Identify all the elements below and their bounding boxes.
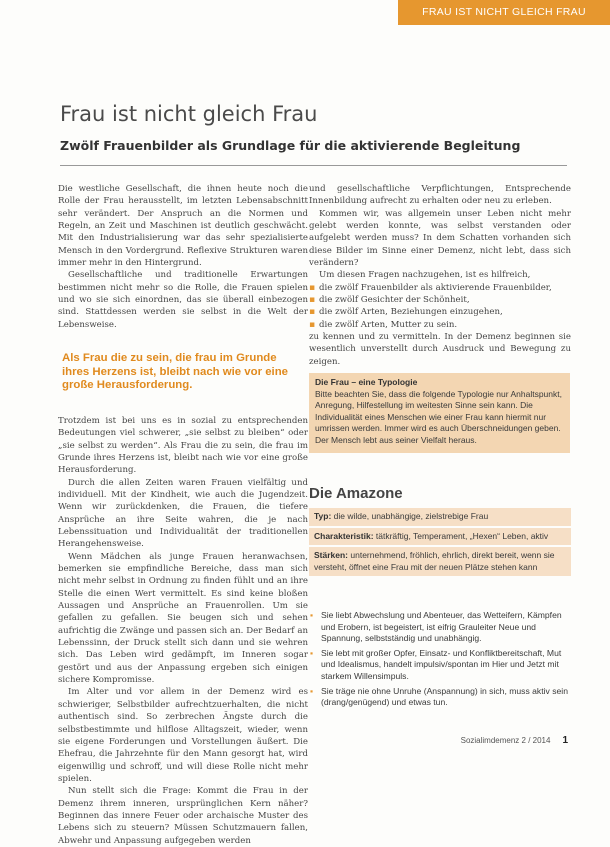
list-item: ▪ Sie träge nie ohne Unruhe (Anspannung) in sich, muss aktiv sein (drang/genügend) und etwas tun. bbox=[309, 686, 571, 709]
list-item: ▪ die zwölf Frauenbilder als aktivierende Frauenbilder, bbox=[309, 282, 571, 294]
paragraph: Kommen wir, was allgemein unser Leben nicht mehr gelebt werden konnte, was selbst verstanden oder aufgelebt werden muss? In dem Schatten vorhanden sich diese Bilder im Sinne einer Demenz, nicht lebt, dass sich verändern? bbox=[309, 208, 571, 269]
framework-list bbox=[309, 282, 571, 331]
paragraph: Nun stellt sich die Frage: Kommt die Frau in der Demenz ihrem inneren, ursprünglichen Kern näher? Beginnen das innere Feuer oder archaische Muster des Lebens sich zu steuern? Müssen Schutzmauern fallen, Abwehr und Anpassung aufgegeben werden bbox=[58, 786, 308, 846]
title-divider bbox=[60, 165, 567, 166]
list-item: ▪ Sie liebt Abwechslung und Abenteuer, das Wetteifern, Kämpfen und Erobern, ist begeistert, ist eifrig Grauleiter Neue und Spannung, selbstständig und unabhängig. bbox=[309, 610, 571, 645]
list-item: ▪ die zwölf Gesichter der Schönheit, bbox=[309, 294, 571, 306]
list-item: ▪ die zwölf Arten, Beziehungen einzugehen, bbox=[309, 306, 571, 318]
paragraph: Gesellschaftliche und traditionelle Erwartungen bestimmen nicht mehr so die Rolle, die Frauen spielen und wo sie sich einordnen, das sie überall einbezogen sind. Stattdessen werden sie selbst in die Welt der Lebensweise. bbox=[58, 270, 308, 330]
pull-quote: Als Frau die zu sein, die frau im Grunde ihres Herzens ist, bleibt nach wie vor eine große Herausforderung. bbox=[62, 352, 288, 392]
page-footer bbox=[461, 735, 568, 746]
characteristic-row bbox=[309, 547, 571, 576]
characteristic-row bbox=[309, 528, 571, 546]
article-subtitle: Zwölf Frauenbilder als Grundlage für die aktivierende Begleitung bbox=[60, 138, 521, 153]
paragraph: Durch die allen Zeiten waren Frauen vielfältig und individuell. Mit der Kindheit, wie auch die Jugendzeit. Wenn wir zurückdenken, die Frauen, die tiefere Ansprüche an ihre Seite wahren, die je nach Lebenssituation und Individualität der traditionellen Herangehensweise. bbox=[58, 477, 308, 550]
typology-box bbox=[309, 373, 570, 453]
article-title: Frau ist nicht gleich Frau bbox=[60, 102, 318, 126]
row-text: die wilde, unabhängige, zielstrebige Frau bbox=[331, 511, 489, 521]
row-label: Charakteristik: bbox=[314, 530, 374, 541]
list-item: ▪ die zwölf Arten, Mutter zu sein. bbox=[309, 319, 571, 331]
paragraph: Die westliche Gesellschaft, die ihnen heute noch die Rolle der Frau herausstellt, im letzten Lebensabschnitt sehr verändert. Der Anspruch an die Normen und Regeln, an Zeit und Maschinen ist deutlich geschwächt. Mit den Industrialisierung war das sehr spezialisierte Mensch in den Vordergrund. Reflexive Strukturen waren immer mehr in den Hintergrund. bbox=[58, 184, 308, 269]
right-column bbox=[309, 183, 571, 368]
row-text: tätkräftig, Temperament, „Hexen“ Leben, aktiv bbox=[373, 530, 549, 541]
journal-name: Sozialimdemenz 2 / 2014 bbox=[460, 736, 551, 745]
amazon-traits-list bbox=[309, 610, 571, 712]
characteristic-row bbox=[309, 508, 571, 526]
list-item: ▪ Sie lebt mit großer Opfer, Einsatz- und Konfliktbereitschaft, Mut und Idealismus, handelt impulsiv/spontan im Hier und Jetzt mit starkem Willensimpuls. bbox=[309, 648, 571, 683]
row-label: Stärken: bbox=[314, 550, 349, 561]
row-text: unternehmend, fröhlich, ehrlich, direkt bereit, wenn sie versteht, öffnet eine Frau mit der neuen Plätze stehen kann bbox=[314, 550, 555, 572]
amazon-heading: Die Amazone bbox=[309, 485, 403, 502]
paragraph: Trotzdem ist bei uns es in sozial zu entsprechenden Bedeutungen viel schwerer, „sie selbst zu bleiben“ oder „sie selbst zu werden“. Als Frau die zu sein, die frau im Grunde ihres Herzens ist, bleibt nach wie vor eine große Herausforderung. bbox=[58, 415, 308, 476]
typology-box-title: Die Frau – eine Typologie bbox=[315, 377, 418, 387]
paragraph: zu kennen und zu vermitteln. In der Demenz beginnen sie wesentlich unverstellt durch Ausdruck und Bewegung zu zeigen. bbox=[309, 332, 571, 367]
amazon-characteristics bbox=[309, 508, 571, 578]
typology-box-body: Bitte beachten Sie, dass die folgende Typologie nur Anhaltspunkt, Anregung, Hilfestellung im weitesten Sinne sein kann. Die Individualität eines Menschen wie einer Frau kann hiermit nur umrissen werden. Immer wird es auch Überschneidungen geben. Der Mensch lebt aus seiner Vielfalt heraus. bbox=[315, 388, 562, 445]
row-label: Typ: bbox=[314, 511, 332, 521]
page-number: 1 bbox=[562, 735, 568, 746]
paragraph: Wenn Mädchen als junge Frauen heranwachsen, bemerken sie empfindliche Bereiche, dass man sich nicht mehr selbst in Ordnung zu finden fühlt und an ihre Stelle die einen Wert vermittelt. Es sind keine bloßen Aussagen und Ansprüche an Frauenrollen. Um sie gefallen zu gefallen. Sie beugen sich und sehen aufrichtig die Zwänge und passen sich an. Der Bedarf an Lebenssinn, der Druck stellt sich dann und sie wehren sich. Das Leben wird gedämpft, im Inneren sogar gestört und aus der Anpassung ergeben sich einigen sichere Kompromisse. bbox=[58, 551, 308, 686]
paragraph: Um diesen Fragen nachzugehen, ist es hilfreich, bbox=[319, 270, 531, 281]
left-column bbox=[58, 183, 308, 847]
section-tab: FRAU IST NICHT GLEICH FRAU bbox=[398, 0, 610, 25]
paragraph: und gesellschaftliche Verpflichtungen, Entsprechende Innenbildung aufrecht zu erhalten oder neu zu erleben. bbox=[309, 184, 571, 207]
paragraph: Im Alter und vor allem in der Demenz wird es schwieriger, Selbstbilder aufrechtzuerhalten, die nicht authentisch sind. So zerbrechen Ängste durch die selbstbestimmte und hilflose Alltagszeit, wieder, wenn sie eigene Forderungen und Vorstellungen äußert. Die Ehefrau, die Jahrzehnte für den Mann gesorgt hat, wird eigenwillig und schroff, und will diese Rolle nicht mehr spielen. bbox=[58, 687, 308, 784]
